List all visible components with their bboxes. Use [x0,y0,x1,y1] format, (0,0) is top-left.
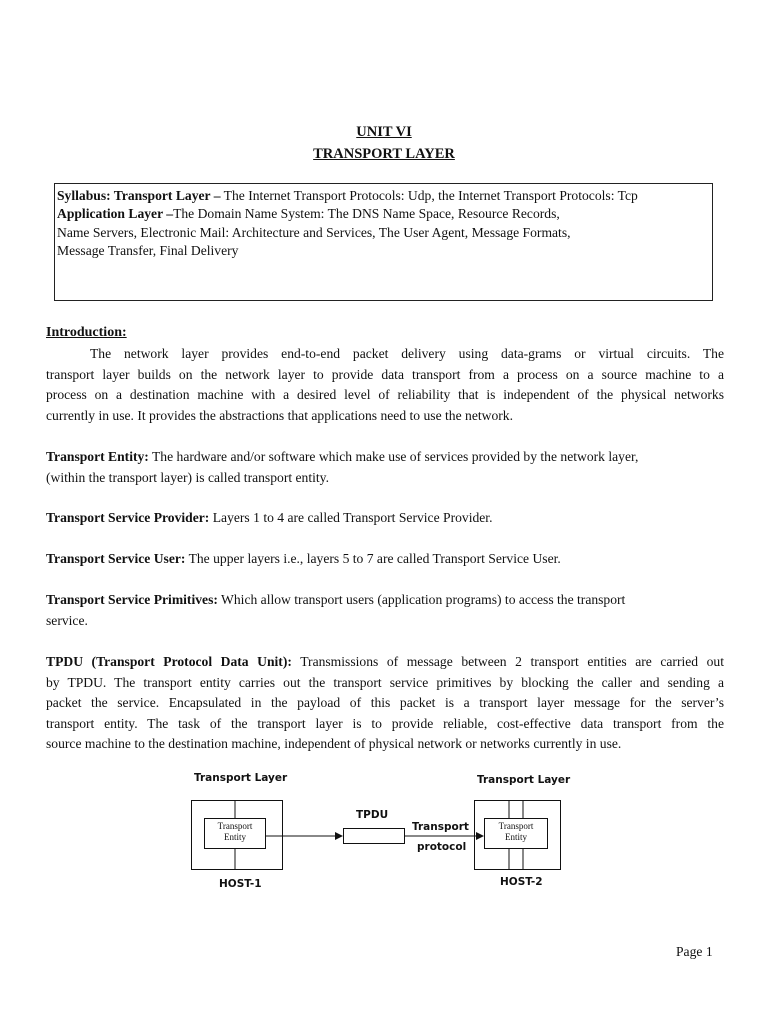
host2-transport-entity: Transport Entity [484,818,548,849]
transport-entity-line-2: (within the transport layer) is called transport entity. [46,469,329,485]
tpdu-label: TPDU (Transport Protocol Data Unit): [46,654,292,669]
tpdu-line-4: transport entity. The task of the transport layer is to provide reliable, cost-effective data transport from the [46,715,724,731]
tpdu-line-1: TPDU (Transport Protocol Data Unit): Transmissions of message between 2 transport entities are carried out [46,654,724,669]
tpdu-diagram-label: TPDU [356,809,389,821]
syllabus-label: Syllabus: Transport Layer – [57,188,221,203]
service-provider-line: Transport Service Provider: Layers 1 to 4 are called Transport Service Provider. [46,510,493,525]
syllabus-text-1: The Internet Transport Protocols: Udp, the Internet Transport Protocols: Tcp [220,188,638,203]
syllabus-text-2: The Domain Name System: The DNS Name Space, Resource Records, [173,206,560,222]
service-user-label: Transport Service User: [46,551,186,566]
transport-entity-label: Transport Entity: [46,449,149,464]
tpdu-line-3: packet the service. Encapsulated in the payload of this packet is a transport layer message for the server’s [46,695,724,711]
host2-label: HOST-2 [500,876,543,888]
service-primitives-line-1: Transport Service Primitives: Which allow transport users (application programs) to access the transport [46,592,626,607]
transport-protocol-label-2: protocol [417,841,467,853]
page-title: TRANSPORT LAYER [313,146,455,162]
intro-line-4: currently in use. It provides the abstractions that applications need to use the network. [46,407,513,423]
introduction-heading: Introduction: [46,325,127,340]
application-layer-label: Application Layer – [57,206,174,222]
transport-protocol-label-1: Transport [412,821,469,833]
service-user-line: Transport Service User: The upper layers i.e., layers 5 to 7 are called Transport Service User. [46,551,561,566]
syllabus-line-3: Name Servers, Electronic Mail: Architecture and Services, The User Agent, Message Formats, [57,224,571,240]
unit-title: UNIT VI [356,124,412,140]
host1-layer-label: Transport Layer [194,772,288,784]
tpdu-line-5: source machine to the destination machine, independent of physical network or networks currently in use. [46,736,622,752]
service-provider-label: Transport Service Provider: [46,510,210,525]
host1-transport-entity: Transport Entity [204,818,266,849]
service-primitives-line-2: service. [46,612,88,628]
host2-layer-label: Transport Layer [477,774,571,786]
service-primitives-label: Transport Service Primitives: [46,592,218,607]
syllabus-line-4: Message Transfer, Final Delivery [57,242,239,258]
transport-entity-line-1: Transport Entity: The hardware and/or software which make use of services provided by the network layer, [46,449,639,464]
intro-line-2: transport layer builds on the network layer to provide data transport from a process on a source machine to a [46,366,724,382]
tpdu-line-2: by TPDU. The transport entity carries out the transport service primitives by blocking the caller and sending a [46,674,724,690]
host1-label: HOST-1 [219,878,262,890]
intro-line-3: process on a destination machine with a desired level of reliability that is independent of the physical networks [46,387,724,403]
page-number: Page 1 [676,944,713,959]
intro-line-1: The network layer provides end-to-end packet delivery using data-grams or virtual circuits. The [90,346,724,361]
